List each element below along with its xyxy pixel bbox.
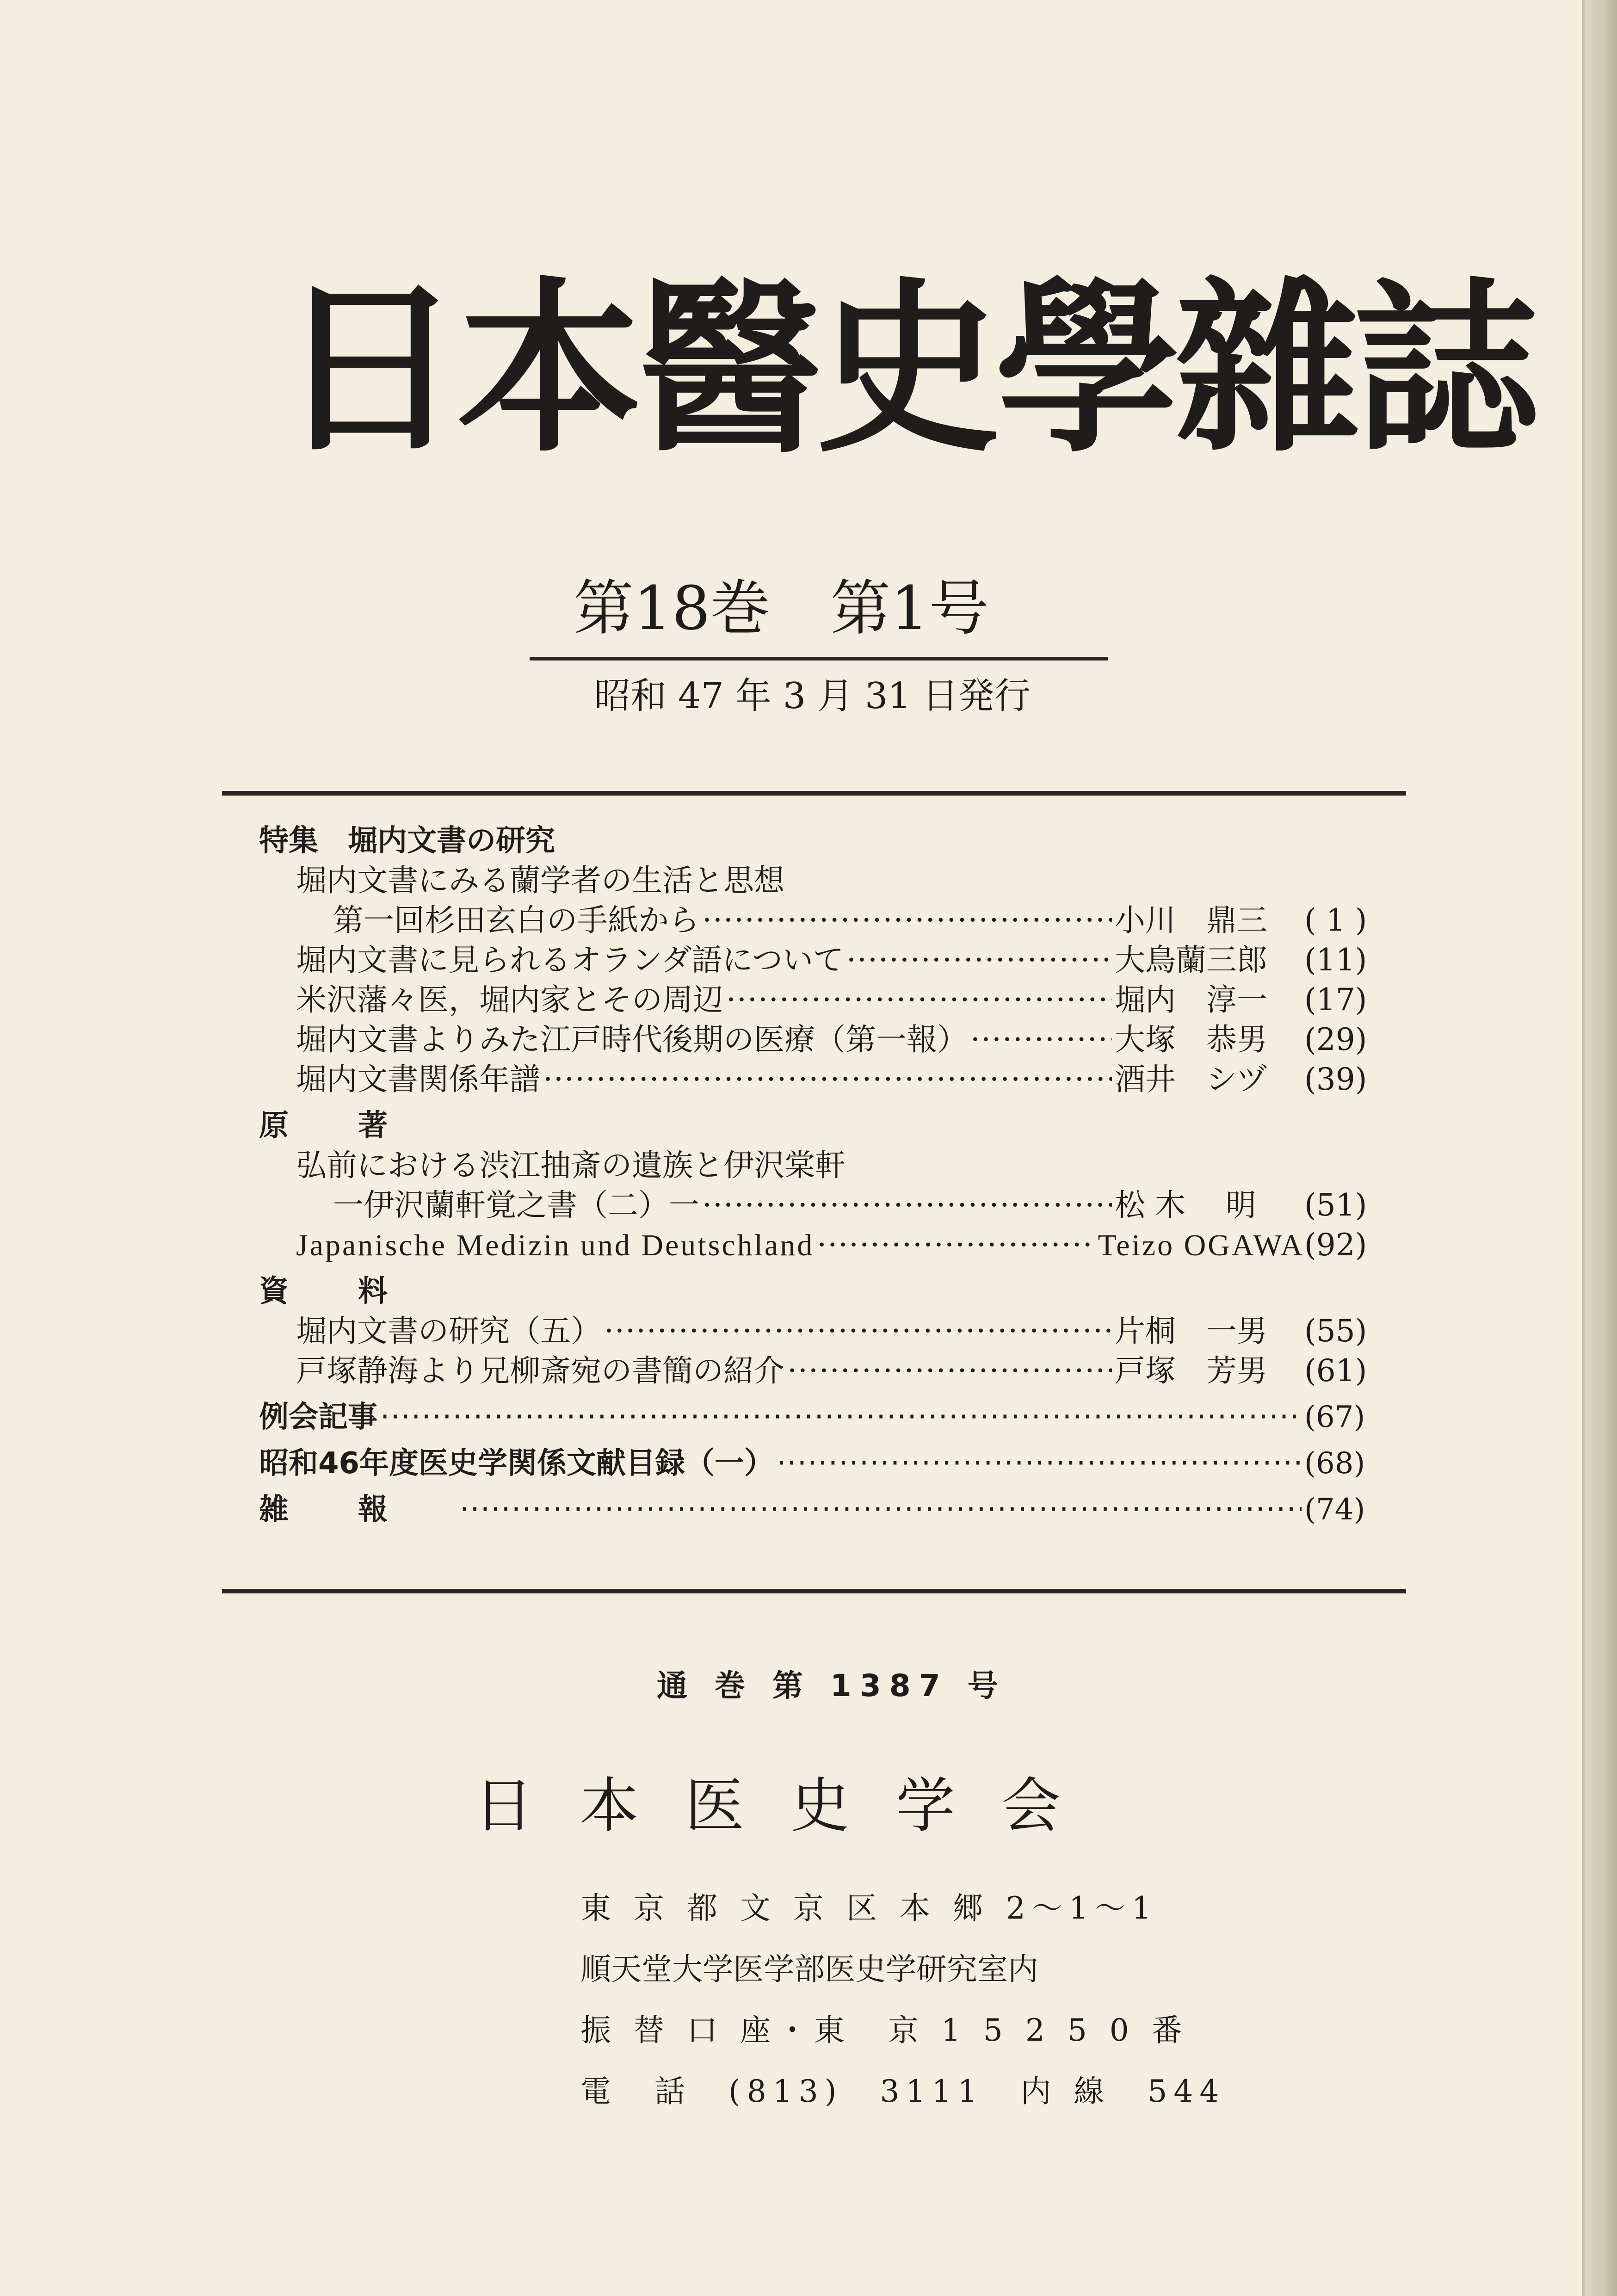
leader-dots: [460, 1490, 1302, 1530]
leader-dots: [702, 1185, 1112, 1225]
toc-entry[interactable]: [259, 1185, 1374, 1225]
toc-entry-page: (39): [1304, 1062, 1367, 1097]
toc-entry-page: (17): [1304, 982, 1367, 1018]
leader-dots: [970, 1020, 1112, 1060]
leader-dots: [604, 1311, 1112, 1351]
table-of-contents: [259, 821, 1374, 1530]
toc-entry-page: (74): [1304, 1493, 1365, 1527]
toc-entry-title: 昭和46年度医史学関係文献目録（一）: [259, 1446, 774, 1481]
toc-entry-title: 堀内文書に見られるオランダ語について: [296, 942, 844, 978]
toc-entry-author: 大塚 恭男: [1115, 1022, 1267, 1057]
toc-entry-author: 片桐 一男: [1115, 1313, 1267, 1349]
toc-entry-page: (67): [1304, 1400, 1365, 1434]
toc-entry-author: 酒井 シヅ: [1115, 1062, 1267, 1097]
toc-entry-author: Teizo OGAWA: [1098, 1228, 1304, 1262]
toc-bottom-rule: [222, 1589, 1406, 1593]
toc-entry-author: 大鳥蘭三郎: [1115, 942, 1267, 978]
toc-entry-title: 雑報: [259, 1493, 457, 1527]
materials-heading: 資料: [259, 1274, 457, 1308]
leader-dots: [777, 1444, 1302, 1483]
address-line: 東 京 都 文 京 区 本 郷 2〜1〜1: [580, 1890, 1158, 1926]
toc-entry-title: 堀内文書の研究（五）: [296, 1313, 601, 1349]
toc-entry-page: (61): [1304, 1353, 1367, 1389]
toc-entry-title: 一伊沢蘭軒覚之書（二）一: [333, 1187, 699, 1223]
toc-entry-title: 堀内文書関係年譜: [296, 1062, 540, 1097]
toc-entry-page: ( 1 ): [1304, 902, 1367, 938]
publication-date: 昭和 47 年 3 月 31 日発行: [594, 675, 1031, 717]
toc-entry-bibliography[interactable]: [259, 1444, 1374, 1483]
toc-entry-author: 小川 鼎三: [1115, 902, 1267, 938]
leader-dots: [817, 1225, 1095, 1265]
special-feature-heading: 特集 堀内文書の研究: [259, 824, 555, 858]
toc-entry[interactable]: [259, 1311, 1374, 1351]
address-block: [580, 1878, 1226, 2122]
toc-entry-author: 戸塚 芳男: [1115, 1353, 1267, 1389]
toc-entry-title: 例会記事: [259, 1400, 377, 1434]
leader-dots: [702, 901, 1112, 940]
toc-entry-title: 第一回杉田玄白の手紙から: [333, 902, 699, 938]
page-edge: [1585, 0, 1617, 2296]
toc-entry[interactable]: [259, 901, 1374, 940]
toc-entry[interactable]: [259, 940, 1374, 980]
toc-entry-title: 米沢藩々医，堀内家とその周辺: [296, 982, 723, 1018]
toc-entry[interactable]: [259, 1225, 1374, 1265]
toc-entry-page: (68): [1304, 1446, 1365, 1481]
serial-number: 通 巻 第 1387 号: [657, 1668, 1006, 1703]
institution-line: 順天堂大学医学部医史学研究室内: [580, 1951, 1038, 1987]
toc-entry[interactable]: [259, 1060, 1374, 1099]
society-name: 日本医史学会: [474, 1771, 1107, 1840]
toc-entry-meeting[interactable]: [259, 1397, 1374, 1437]
toc-entry-line: 弘前における渋江抽斎の遺族と伊沢棠軒: [296, 1148, 846, 1183]
toc-entry-author: 松 木 明: [1115, 1187, 1256, 1223]
toc-entry-page: (55): [1304, 1313, 1367, 1349]
volume-underline: [530, 657, 1108, 660]
toc-entry-misc[interactable]: [259, 1490, 1374, 1530]
phone-line: 電 話 (813) 3111 内 線 544: [580, 2074, 1226, 2109]
volume-number: 第18巻 第1号: [574, 573, 989, 643]
leader-dots: [543, 1060, 1112, 1099]
journal-title: 日本醫史學雜誌: [278, 262, 1534, 477]
toc-entry-title: 戸塚静海より兄柳斎宛の書簡の紹介: [296, 1353, 784, 1389]
toc-entry-page: (29): [1304, 1022, 1367, 1057]
toc-entry-author: 堀内 淳一: [1115, 982, 1267, 1018]
toc-entry-title: 堀内文書よりみた江戸時代後期の医療（第一報）: [296, 1022, 968, 1057]
toc-entry-page: (51): [1304, 1187, 1367, 1223]
leader-dots: [726, 980, 1112, 1020]
toc-entry-line: 堀内文書にみる蘭学者の生活と思想: [296, 863, 784, 898]
toc-entry-page: (92): [1304, 1227, 1367, 1263]
leader-dots: [787, 1351, 1112, 1391]
transfer-account-line: 振 替 口 座・東 京 1 5 2 5 0 番: [580, 2012, 1189, 2048]
toc-entry[interactable]: [259, 1020, 1374, 1060]
originals-heading: 原著: [259, 1109, 457, 1143]
leader-dots: [380, 1397, 1302, 1437]
toc-entry-title: Japanische Medizin und Deutschland: [296, 1228, 815, 1262]
toc-top-rule: [222, 791, 1406, 796]
toc-entry[interactable]: [259, 1351, 1374, 1391]
leader-dots: [846, 940, 1112, 980]
toc-entry-page: (11): [1304, 942, 1367, 978]
toc-entry[interactable]: [259, 980, 1374, 1020]
